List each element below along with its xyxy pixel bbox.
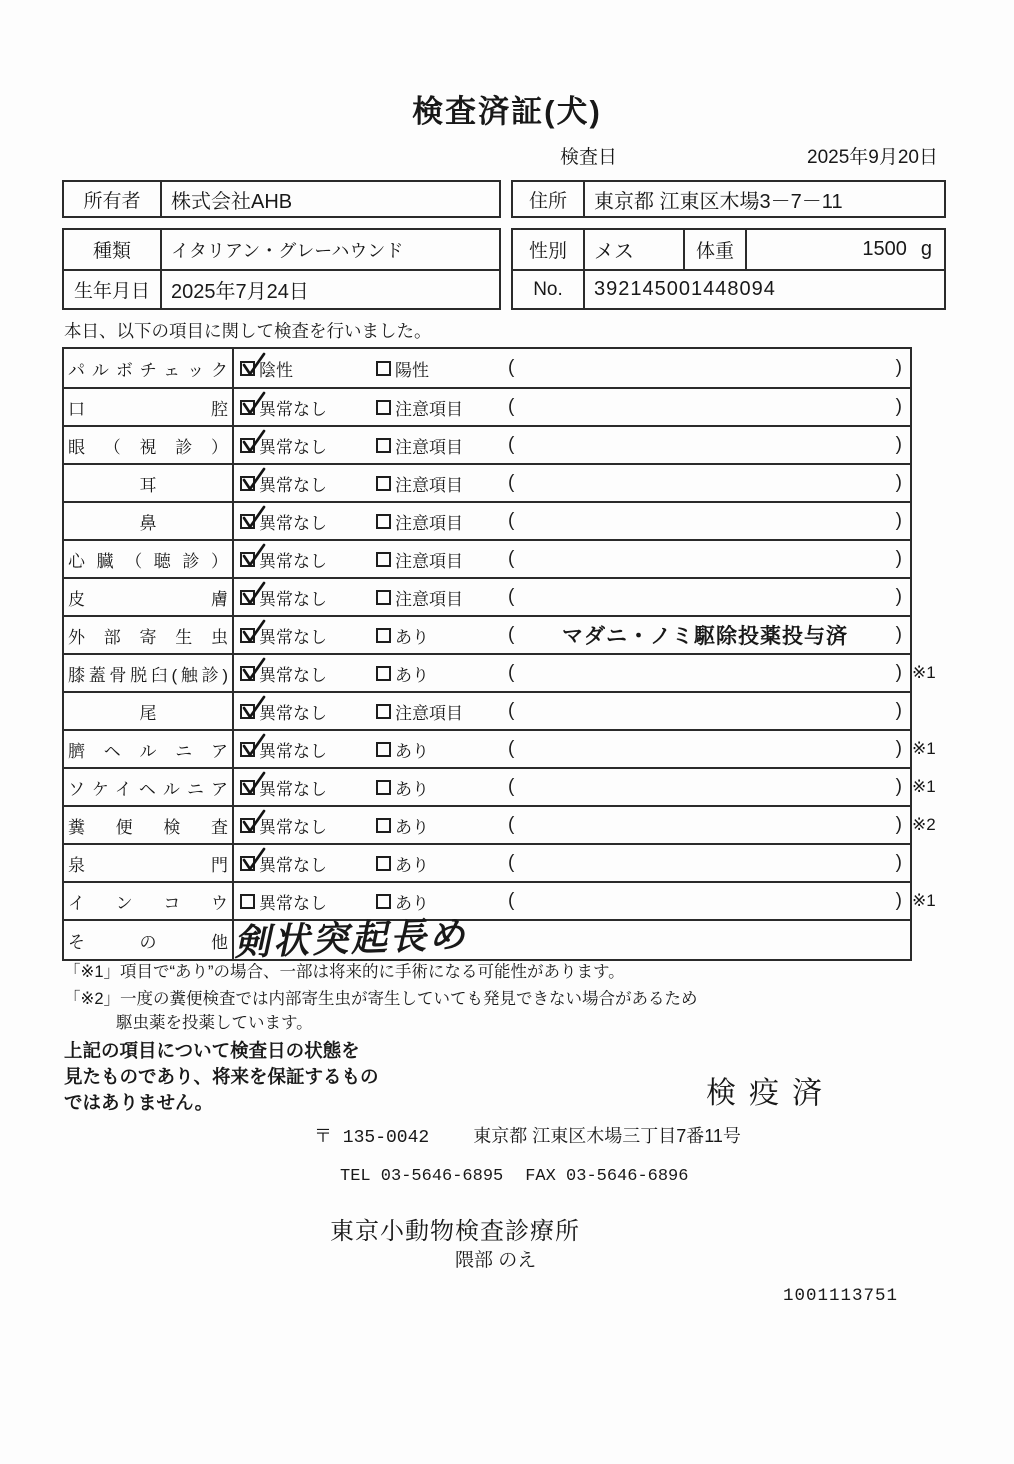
option-label: 異常なし [259, 437, 327, 457]
item-result [234, 541, 910, 577]
opt-2 [376, 471, 508, 496]
checkbox-unchecked [376, 894, 391, 909]
item-result [234, 503, 910, 539]
checkbox-unchecked [376, 666, 391, 681]
clinic-address: 東京都 江東区木場三丁目7番11号 [473, 1126, 741, 1146]
disclaimer-text: 上記の項目について検査日の状態を 見たものであり、将来を保証するもの ではありません。 [64, 1040, 379, 1113]
checklist-row-8 [64, 615, 910, 653]
option-label: あり [395, 741, 429, 761]
option-label: 異常なし [259, 399, 327, 419]
open-paren: ( [508, 510, 515, 531]
opt-2 [376, 547, 508, 572]
option-label: 注意項目 [395, 703, 463, 723]
item-result [234, 579, 910, 615]
fax-number: FAX 03-5646-6896 [525, 1167, 689, 1186]
option-label: あり [395, 779, 429, 799]
close-paren: ) [895, 624, 902, 645]
opt-2 [376, 623, 508, 648]
checkbox-checked [240, 400, 255, 415]
checklist-row-1 [64, 349, 910, 387]
item-label [64, 655, 234, 691]
checkbox-unchecked [376, 552, 391, 567]
clinic-address-line [314, 1122, 741, 1148]
item-label [64, 807, 234, 843]
close-paren: ) [895, 738, 902, 759]
item-label-text: 泉門 [68, 855, 228, 875]
footnote-mark: ※1 [912, 891, 936, 910]
opt-1 [240, 395, 376, 420]
item-label [64, 731, 234, 767]
item-result [234, 465, 910, 501]
owner-section [62, 180, 946, 218]
checkbox-checked [240, 438, 255, 453]
item-result [234, 883, 910, 919]
footnote-1: 「※1」項目で“あり”の場合、一部は将来的に手術になる可能性があります。 [64, 963, 625, 981]
option-label: 異常なし [259, 513, 327, 533]
option-label: 異常なし [259, 855, 327, 875]
open-paren: ( [508, 548, 515, 569]
option-label: あり [395, 665, 429, 685]
item-label-text: 眼（視診） [68, 437, 228, 457]
option-label: 異常なし [259, 741, 327, 761]
item-result [234, 389, 910, 425]
inspection-date-value: 2025年9月20日 [807, 147, 938, 168]
item-label [64, 427, 234, 463]
checklist-row-12 [64, 767, 936, 805]
item-label [64, 389, 234, 425]
option-label: 異常なし [259, 703, 327, 723]
document-number: 1001113751 [783, 1286, 899, 1306]
owner-label: 所有者 [64, 182, 162, 216]
number-label: No. [513, 269, 585, 308]
option-label: 異常なし [259, 589, 327, 609]
opt-2 [376, 661, 508, 686]
intro-text: 本日、以下の項目に関して検査を行いました。 [64, 321, 432, 341]
checkbox-checked [240, 856, 255, 871]
item-label [64, 883, 234, 919]
item-label-text: 鼻 [139, 513, 157, 533]
option-label: 陽性 [395, 360, 429, 380]
opt-1 [240, 623, 376, 648]
footnote-mark: ※1 [912, 777, 936, 796]
opt-2 [376, 813, 508, 838]
option-label: あり [395, 893, 429, 913]
checklist-row-3 [64, 425, 910, 463]
option-label: 異常なし [259, 779, 327, 799]
checkbox-unchecked [376, 628, 391, 643]
close-paren: ) [895, 510, 902, 531]
postal-code: 〒 135-0042 [314, 1128, 430, 1148]
other-findings [233, 913, 910, 963]
opt-1 [240, 813, 376, 838]
close-paren: ) [895, 776, 902, 797]
checklist-row-6 [64, 539, 910, 577]
close-paren: ) [895, 852, 902, 873]
opt-1 [240, 585, 376, 610]
option-label: 注意項目 [395, 513, 463, 533]
checkbox-checked [240, 818, 255, 833]
birthdate-value: 2025年7月24日 [162, 269, 499, 308]
open-paren: ( [508, 814, 515, 835]
checkbox-unchecked [376, 438, 391, 453]
item-label-text: 臍ヘルニア [68, 741, 228, 761]
open-paren: ( [508, 396, 515, 417]
item-label-text: 心臓（聴診） [68, 551, 228, 571]
opt-2 [376, 509, 508, 534]
checkbox-unchecked [376, 361, 391, 376]
open-paren: ( [508, 624, 515, 645]
item-label-text: パルボチェック [68, 360, 228, 380]
checkbox-unchecked [376, 590, 391, 605]
item-result [234, 769, 910, 805]
close-paren: ) [895, 434, 902, 455]
option-label: あり [395, 627, 429, 647]
checklist-row-11 [64, 729, 936, 767]
option-label: 異常なし [259, 893, 327, 913]
option-label: 異常なし [259, 551, 327, 571]
opt-2 [376, 889, 508, 914]
tel-number: TEL 03-5646-6895 [340, 1167, 504, 1186]
opt-2 [376, 585, 508, 610]
option-label: 異常なし [259, 817, 327, 837]
weight-value: 1500 g [862, 238, 932, 260]
option-label: 陰性 [259, 360, 293, 380]
item-label-text: 耳 [139, 475, 157, 495]
paren-note: マダニ・ノミ駆除投薬投与済 [562, 625, 848, 648]
open-paren: ( [508, 890, 515, 911]
item-label-text: 膝蓋骨脱臼(触診) [68, 665, 228, 685]
opt-2 [376, 851, 508, 876]
open-paren: ( [508, 776, 515, 797]
opt-2 [376, 395, 508, 420]
item-label-text: その他 [68, 932, 228, 952]
open-paren: ( [508, 357, 515, 378]
close-paren: ) [895, 662, 902, 683]
option-label: あり [395, 817, 429, 837]
close-paren: ) [895, 890, 902, 911]
checklist-row-14 [64, 843, 910, 881]
opt-1 [240, 699, 376, 724]
item-label-text: インコウ [68, 893, 228, 913]
option-label: 注意項目 [395, 399, 463, 419]
owner-value: 株式会社AHB [171, 190, 293, 213]
checkbox-checked [240, 666, 255, 681]
checkbox-unchecked [240, 894, 255, 909]
checklist-row-2 [64, 387, 910, 425]
checklist-row-13 [64, 805, 936, 843]
item-result [234, 655, 910, 691]
opt-1 [240, 356, 376, 381]
opt-1 [240, 471, 376, 496]
footnote-2-line1: 「※2」一度の糞便検査では内部寄生虫が寄生していても発見できない場合があるため [64, 990, 698, 1008]
item-label [64, 465, 234, 501]
open-paren: ( [508, 472, 515, 493]
checklist-row-16 [64, 913, 910, 963]
option-label: 注意項目 [395, 475, 463, 495]
checkbox-unchecked [376, 514, 391, 529]
item-label [64, 845, 234, 881]
option-label: 異常なし [259, 475, 327, 495]
item-result [234, 731, 910, 767]
veterinarian-name: 隈部 のえ [455, 1250, 537, 1271]
option-label: 異常なし [259, 627, 327, 647]
quarantine-stamp: 検疫済 [706, 1077, 835, 1110]
opt-1 [240, 509, 376, 534]
item-result [234, 617, 910, 653]
weight-label: 体重 [685, 230, 747, 269]
inspection-date-label: 検査日 [560, 147, 618, 168]
pet-section [62, 228, 946, 310]
checkbox-checked [240, 704, 255, 719]
tel-fax-line [340, 1167, 688, 1186]
opt-1 [240, 433, 376, 458]
item-label-text: ソケイヘルニア [68, 779, 228, 799]
open-paren: ( [508, 662, 515, 683]
opt-2 [376, 433, 508, 458]
footnote-mark: ※2 [912, 815, 936, 834]
item-label-text: 皮膚 [68, 589, 228, 609]
option-label: 異常なし [259, 665, 327, 685]
item-label-text: 糞便検査 [68, 817, 228, 837]
option-label: 注意項目 [395, 589, 463, 609]
checkbox-checked [240, 514, 255, 529]
sex-label: 性別 [513, 230, 585, 269]
clinic-name: 東京小動物検査診療所 [330, 1218, 580, 1245]
item-label [64, 349, 234, 387]
option-label: 注意項目 [395, 551, 463, 571]
item-label [64, 921, 234, 959]
checkbox-unchecked [376, 704, 391, 719]
sex-value: メス [585, 230, 685, 269]
footnote-mark: ※1 [912, 663, 936, 682]
inspection-date-row [560, 142, 938, 169]
checkbox-checked [240, 476, 255, 491]
close-paren: ) [895, 472, 902, 493]
item-result [234, 349, 910, 387]
number-value: 392145001448094 [585, 269, 944, 308]
opt-2 [376, 737, 508, 762]
close-paren: ) [895, 357, 902, 378]
item-label-text: 尾 [139, 703, 157, 723]
opt-2 [376, 699, 508, 724]
opt-2 [376, 775, 508, 800]
item-result [234, 807, 910, 843]
item-label [64, 769, 234, 805]
opt-1 [240, 775, 376, 800]
open-paren: ( [508, 700, 515, 721]
item-label-text: 口腔 [68, 399, 228, 419]
checkbox-unchecked [376, 780, 391, 795]
item-result [234, 427, 910, 463]
opt-2 [376, 356, 508, 381]
opt-1 [240, 737, 376, 762]
close-paren: ) [895, 700, 902, 721]
footnote-mark: ※1 [912, 739, 936, 758]
breed-value: イタリアン・グレーハウンド [171, 240, 404, 261]
checkbox-checked [240, 628, 255, 643]
open-paren: ( [508, 738, 515, 759]
page-title: 検査済証(犬) [412, 94, 602, 129]
item-label [64, 693, 234, 729]
item-label [64, 503, 234, 539]
opt-1 [240, 547, 376, 572]
checklist-row-7 [64, 577, 910, 615]
opt-1 [240, 851, 376, 876]
checkbox-checked [240, 742, 255, 757]
item-label [64, 541, 234, 577]
checkbox-checked [240, 552, 255, 567]
item-label-text: 外部寄生虫 [68, 627, 228, 647]
handwritten-note: 剣状突起長め [233, 913, 469, 963]
checkbox-unchecked [376, 476, 391, 491]
checklist-row-4 [64, 463, 910, 501]
checklist-row-15 [64, 881, 936, 919]
breed-label: 種類 [64, 230, 162, 269]
option-label: 注意項目 [395, 437, 463, 457]
address-label: 住所 [513, 182, 585, 216]
item-result [234, 845, 910, 881]
checklist-row-5 [64, 501, 910, 539]
opt-1 [240, 661, 376, 686]
close-paren: ) [895, 396, 902, 417]
checklist-row-10 [64, 691, 910, 729]
item-result [234, 693, 910, 729]
open-paren: ( [508, 434, 515, 455]
checklist-row-9 [64, 653, 936, 691]
checkbox-checked [240, 361, 255, 376]
checkbox-unchecked [376, 856, 391, 871]
checkbox-checked [240, 780, 255, 795]
item-label [64, 579, 234, 615]
birthdate-label: 生年月日 [64, 269, 162, 308]
weight-unit: g [920, 238, 932, 260]
option-label: あり [395, 855, 429, 875]
close-paren: ) [895, 586, 902, 607]
close-paren: ) [895, 548, 902, 569]
checklist-table [62, 347, 936, 963]
open-paren: ( [508, 586, 515, 607]
checkbox-unchecked [376, 818, 391, 833]
open-paren: ( [508, 852, 515, 873]
opt-1 [240, 889, 376, 914]
close-paren: ) [895, 814, 902, 835]
item-label [64, 617, 234, 653]
footnote-2-line2: 駆虫薬を投薬しています。 [116, 1014, 313, 1032]
checkbox-unchecked [376, 742, 391, 757]
address-value: 東京都 江東区木場3－7－11 [594, 190, 843, 213]
checkbox-unchecked [376, 400, 391, 415]
checkbox-checked [240, 590, 255, 605]
